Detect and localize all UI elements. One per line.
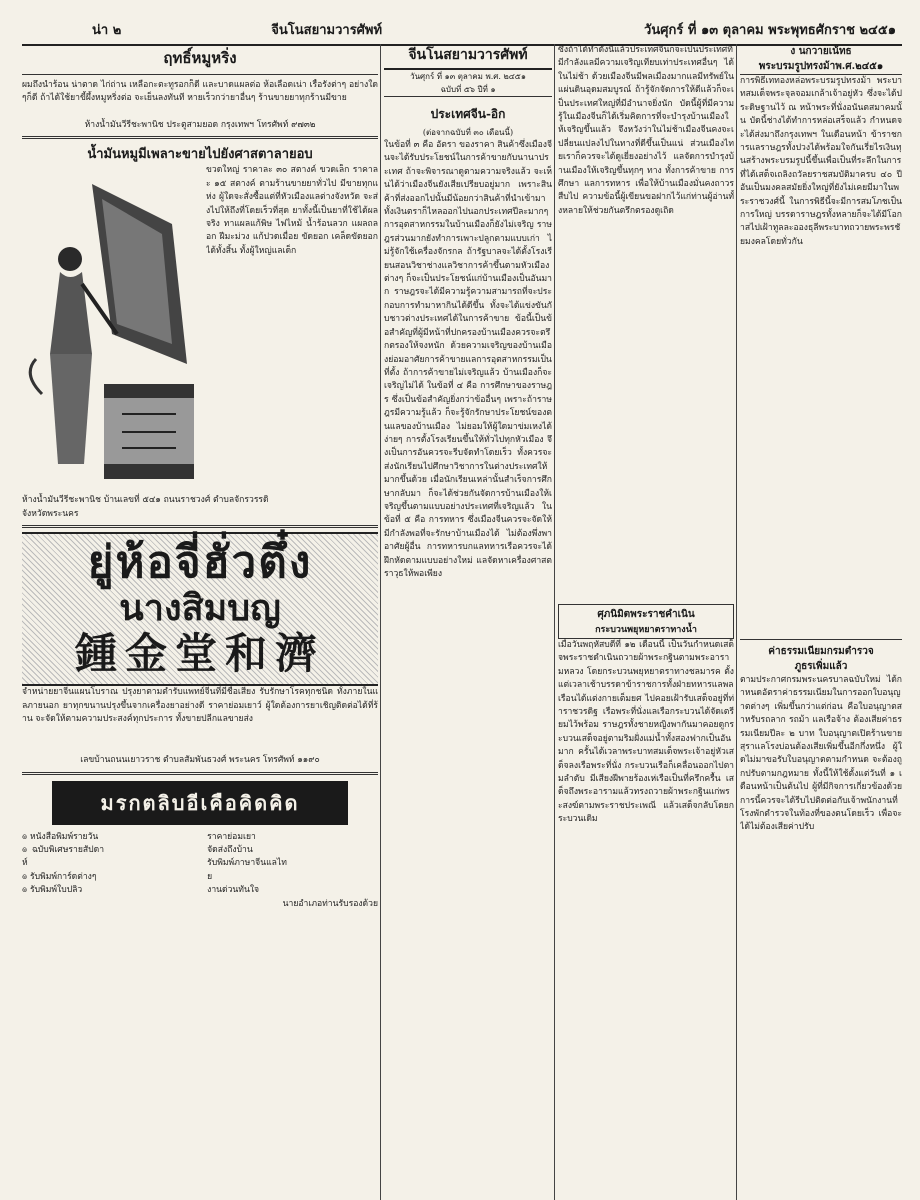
ad2-sub: จังหวัดพระนคร	[22, 508, 79, 519]
news-box-heading	[558, 604, 734, 639]
article-subhead: (ต่อจากฉบับที่ ๓๐ เดือนนี้)	[422, 128, 514, 137]
ad4-list	[22, 831, 378, 898]
running-head-paper-name: จีนโนสยามวารศัพท์	[271, 23, 383, 38]
ad4-list-left	[22, 831, 193, 898]
ad3-block	[22, 532, 378, 686]
ad1-footer: ห้างน้ำมันวีรีชะพานิช ประตูสามยอด กรุงเทพฯ โทรศัพท์ ๙๗๓๒	[84, 120, 316, 130]
ad3-footer: เลขบ้านถนนเยาวราช ตำบลสัมพันธวงศ์ พระนคร โทรศัพท์ ๑๑๙๐	[80, 755, 320, 766]
news1-head: ง นกวายเน้ทธ	[790, 46, 852, 57]
list-item: ๏ รับพิมพ์ใบปลิว	[22, 885, 83, 896]
ad1-title: ฤทธิ์หมูหริ่ง	[163, 49, 237, 67]
ad2-headline: น้ำมันหมูมีเพลาะขายไปยังศาสตาลายอบ	[87, 147, 313, 163]
ad2-footer: ห้างน้ำมันวีรีชะพานิช บ้านเลขที่ ๕๔๑ ถนนราชวงศ์ ตำบลจักรวรรดิ	[22, 495, 269, 506]
running-head-date: วันศุกร์ ที่ ๑๓ ตุลาคม พระพุทธศักราช ๒๔๕๑	[644, 23, 896, 38]
lead-article-column	[384, 44, 552, 1200]
news-box-title: ศุภนิมิตพระราชคำเนิน	[597, 609, 695, 620]
masthead-issue: ฉบับที่ ๕๖ ปีที่ ๑	[384, 83, 552, 97]
article-continuation: ซึ่งถ้าได้ทำดังนี้แล้วประเทศจีนก็จะเป็นประเทศที่มีกำลังแลมีความเจริญเทียบเท่าประเทศอื่นๆ ได้ในไม่ช้า ด้วยเมืองจีนมีพลเมืองมากแลมีทรัพย์ในแผ่นดินอุดมสมบูรณ์ ถ้ารู้จักจัดการให้ดีแล้วก็จะเป็นประเทศใหญ่ที่มีอำนาจยิ่งนัก บัดนี้ผู้ที่มีความรู้ในเมืองจีนก็ได้เริ่มคิดการที่จะบำรุงบ้านเมืองให้เจริญขึ้นแล้ว จึงหวังว่าในไม่ช้าเมืองจีนคงจะเปลี่ยนแปลงไปในทางที่ดีขึ้นเป็นแน่ ส่วนเมืองไทยเราก็ควรจะได้ดูเยี่ยงอย่างไว้ แลจัดการบำรุงบ้านเมืองให้เจริญขึ้นทุกๆ ทาง ทั้งการค้าขาย การศึกษา แลการทหาร เพื่อให้บ้านเมืองมั่นคงถาวรสืบไป ความข้อนี้ผู้เขียนขอฝากไว้แก่ท่านผู้อ่านทั้งหลายให้ช่วยกันตรึกตรองดูเถิด	[558, 45, 734, 216]
news-column	[740, 44, 902, 1200]
article-continuation-column	[558, 44, 734, 1200]
news2-subhead: ภูธรเพิ่มแล้ว	[794, 661, 848, 672]
ad4-list-right	[207, 831, 378, 898]
list-item: งานด่วนทันใจ	[207, 885, 260, 896]
woman-with-jar-illustration	[22, 164, 202, 494]
columns	[22, 44, 902, 1200]
ad3-body: จำหน่ายยาจีนแผนโบราณ ปรุงยาตามตำรับแพทย์จีนที่มีชื่อเสียง รับรักษาโรคทุกชนิด ทั้งภายในแลภายนอก ยาทุกขนานปรุงขึ้นจากเครื่องยาอย่างดี ราคาย่อมเยาว์ ผู้ใดต้องการยาเชิญติดต่อได้ที่ร้าน จะจัดให้ตามความประสงค์ทุกประการ ทั้งขายปลีกแลขายส่ง	[22, 687, 378, 725]
divider	[22, 772, 378, 775]
column-rule	[380, 44, 381, 1200]
article-body: ในข้อที่ ๓ คือ อัตรา ของราคา สินค้าซึ่งเมืองจีนจะได้รับประโยชน์ในการค้าขายกับนานาประเทศ ถ้าจะพิจารณาดูตามความจริงแล้ว จะเห็นได้ว่าเมืองจีนยังเสียเปรียบอยู่มาก เพราะสินค้าที่ส่งออกไปนั้นมีน้อยกว่าสินค้าที่นำเข้ามา ทั้งเงินตราก็ไหลออกไปนอกประเทศปีละมากๆ การอุตสาหกรรมในบ้านเมืองก็ยังไม่เจริญ ราษฎรส่วนมากยังทำการเพาะปลูกตามแบบเก่า ไม่รู้จักใช้เครื่องจักรกล ถ้ารัฐบาลจะได้ตั้งโรงเรียนสอนวิชาช่างแลวิชาการค้าขึ้นตามหัวเมืองต่างๆ ก็จะเป็นประโยชน์แก่บ้านเมืองเป็นอันมาก ราษฎรจะได้มีความรู้ความสามารถที่จะประกอบการทำมาหากินได้ดีขึ้น ทั้งจะได้แข่งขันกับชาวต่างประเทศได้ในการค้าขาย ข้อนี้เป็นข้อสำคัญที่ผู้มีหน้าที่ปกครองบ้านเมืองควรจะตรึกตรองให้จงหนัก ด้วยความเจริญของบ้านเมืองย่อมอาศัยการค้าขายแลการอุตสาหกรรมเป็นที่ตั้ง ถ้าการค้าขายไม่เจริญแล้ว บ้านเมืองก็จะเจริญไม่ได้ ในข้อที่ ๔ คือ การศึกษาของราษฎร ซึ่งเป็นข้อสำคัญยิ่งกว่าข้ออื่นๆ เพราะถ้าราษฎรมีความรู้แล้ว ก็จะรู้จักรักษาประโยชน์ของตนแลของบ้านเมือง ไม่ยอมให้ผู้ใดมาข่มเหงได้ง่ายๆ การตั้งโรงเรียนขึ้นให้ทั่วไปทุกหัวเมือง จึงเป็นการอันควรจะรีบจัดทำโดยเร็ว ทั้งควรจะส่งนักเรียนไปศึกษาวิชาการในต่างประเทศให้มากขึ้นด้วย เมื่อนักเรียนเหล่านั้นสำเร็จการศึกษากลับมา ก็จะได้ช่วยกันจัดการบ้านเมืองให้เจริญขึ้นตามแบบอย่างประเทศที่เจริญแล้ว ในข้อที่ ๕ คือ การทหาร ซึ่งเมืองจีนควรจะจัดให้มีกำลังพอที่จะรักษาบ้านเมืองได้ ไม่ต้องพึ่งพาอาศัยผู้อื่น การทหารบกแลทหารเรือควรจะได้ฝึกหัดตามแบบอย่างใหม่ แลจัดหาเครื่องศาสตราวุธให้พอเพียง	[384, 140, 552, 579]
news1-subhead: พระบรมรูปทรงม้าพ.ศ.๒๔๕๑	[740, 59, 902, 75]
list-item: ราคาย่อมเยา	[207, 831, 256, 842]
ad3-chinese-name: 鍾金堂和濟	[74, 629, 325, 679]
news-body: เมื่อวันพฤหัสบดีที่ ๑๒ เดือนนี้ เป็นวันกำหนดเสด็จพระราชดำเนินถวายผ้าพระกฐินตามพระอารามหลวง โดยกระบวนพยุหยาตราทางชลมารค ตั้งแต่เวลาเช้าบรรดาข้าราชการทั้งฝ่ายทหารแลพลเรือนได้แต่งกายเต็มยศ ไปคอยเฝ้ารับเสด็จอยู่ที่ท่าราชวรดิฐ เรือพระที่นั่งแลเรือกระบวนได้จัดเตรียมไว้พร้อม ราษฎรทั้งชายหญิงพากันมาคอยดูกระบวนเสด็จอยู่ตามริมฝั่งแม่น้ำทั้งสองฟากเป็นอันมาก ครั้นได้เวลาพระบาทสมเด็จพระเจ้าอยู่หัวเสด็จลงเรือพระที่นั่ง กระบวนเรือก็เคลื่อนออกไปตามลำดับ มีเสียงฝีพายร้องเห่เรือเป็นที่ครึกครื้น เสด็จถึงพระอารามแล้วทรงถวายผ้าพระกฐินแก่พระสงฆ์ตามพระราชประเพณี แล้วเสด็จกลับโดยกระบวนเดิม	[558, 640, 734, 825]
ad4-banner: มรกตลิบอีเคือคิดคิด	[52, 781, 348, 825]
ad2-body: ขวดใหญ่ ราคาละ ๓๐ สตางค์ ขวดเล็ก ราคาละ ๑๕ สตางค์ ตามร้านขายยาทั่วไป มีขายทุกแห่ง ผู้ใดจะสั่งซื้อแต่ที่หัวเมืองแลต่างจังหวัด จะส่งไปให้ถึงที่โดยเร็วที่สุด ยาทั้งนี้เป็นยาที่ใช้ได้ผลจริง ทาแผลแก้พิษ ไฟไหม้ น้ำร้อนลวก แผลถลอก ฝีมะม่วง แก้ปวดเมื่อย ขัดยอก เคล็ดขัดยอก ได้ทั้งสิ้น ทั้งผู้ใหญ่แลเด็ก	[206, 165, 378, 256]
news1-body: การพิธีเททองหล่อพระบรมรูปทรงม้า พระบาทสมเด็จพระจุลจอมเกล้าเจ้าอยู่หัว ซึ่งจะได้ประดิษฐานไว้ ณ หน้าพระที่นั่งอนันตสมาคมนั้น บัดนี้ช่างได้ทำการหล่อเสร็จแล้ว กำหนดจะได้ส่งมาถึงกรุงเทพฯ ในเดือนหน้า ข้าราชการแลราษฎรทั้งปวงได้พร้อมใจกันเรี่ยไรเงินทุนสร้างพระบรมรูปนี้ขึ้นเพื่อเป็นที่ระลึกในการที่ได้เสด็จเถลิงถวัลยราชสมบัติมาครบ ๔๐ ปี อันเป็นมงคลสมัยยิ่งใหญ่ที่ยังไม่เคยมีมาในพระราชวงศ์นี้ ในการพิธีนี้จะมีการสมโภชเป็นการใหญ่ บรรดาราษฎรทั้งหลายก็จะได้มีโอกาสไปเฝ้าทูลละอองธุลีพระบาทถวายพระพรชัยมงคลโดยทั่วกัน	[740, 76, 902, 247]
column-rule	[736, 44, 737, 1200]
ad4-footer: นายอำเภอท่านรับรองด้วย	[282, 898, 378, 909]
column-rule	[554, 44, 555, 1200]
list-item: จัดส่งถึงบ้าน	[207, 845, 253, 856]
list-item: ๏ หนังสือพิมพ์รายวัน	[22, 831, 99, 842]
news-box-subtitle: กระบวนพยุหยาตราทางน้ำ	[595, 625, 697, 635]
divider	[22, 136, 378, 139]
article-headline: ประเทศจีน-อิก	[430, 107, 506, 121]
ad1-body: ผมถึงนำร้อน น่าตาด ไก่ถ่าน เหลือกะตะทูรอกก็ดี และบาดแผลต่อ ห้อเลือดเน่า เรื้อรังต่าๆ อย่างใดๆก็ดี ถ้าได้ใช้ยาขี้ผึ้งหมูหริ่งต่อ จะเย็นลงทันที หายเร็วกว่ายาอื่นๆ ร้านขายยาทุกร้านมีขาย	[22, 80, 378, 104]
masthead-date: วันศุกร์ ที่ ๑๓ ตุลาคม พ.ศ. ๒๔๕๑	[410, 72, 526, 81]
running-head	[22, 6, 902, 46]
divider	[740, 639, 902, 640]
divider	[22, 74, 378, 75]
news2-head: ค่าธรรมเนียมกรมตำรวจ	[768, 646, 874, 657]
page-number: น่า ๒	[92, 23, 122, 38]
divider	[22, 525, 378, 528]
ad3-brand-top: ยู่ห้อจี่ฮั่วตึ๋ง	[87, 537, 313, 589]
news2-body: ตามประกาศกรมพระนครบาลฉบับใหม่ ได้กำหนดอัตราค่าธรรมเนียมในการออกใบอนุญาตต่างๆ เพิ่มขึ้นกว่าแต่ก่อน คือใบอนุญาตสำหรับรถลาก รถม้า แลเรือจ้าง ต้องเสียค่าธรรมเนียมปีละ ๒ บาท ใบอนุญาตเปิดร้านขายสุราแลโรงบ่อนต้องเสียเพิ่มขึ้นอีกกึ่งหนึ่ง ผู้ใดไม่มาขอรับใบอนุญาตตามกำหนด จะต้องถูกปรับตามกฎหมาย ทั้งนี้ให้ใช้ตั้งแต่วันที่ ๑ เดือนหน้าเป็นต้นไป ผู้ที่มีกิจการเกี่ยวข้องด้วยการนี้ควรจะได้รีบไปติดต่อกับเจ้าพนักงานที่โรงพักตำรวจในท้องที่ของตนโดยเร็ว เพื่อจะได้ไม่ต้องเสียค่าปรับ	[740, 675, 902, 833]
ad-column	[22, 44, 378, 1200]
list-item: ๏ ฉบับพิเศษรายสัปดาห์	[22, 845, 105, 869]
list-item: รับพิมพ์ภาษาจีนแลไทย	[207, 858, 287, 882]
ad2-illustration-block	[22, 164, 378, 494]
masthead: จีนโนสยามวารศัพท์	[384, 44, 552, 70]
list-item: ๏ รับพิมพ์การ์ดต่างๆ	[22, 871, 97, 882]
ad3-brand-bottom: นางสิมบญ	[119, 587, 281, 630]
